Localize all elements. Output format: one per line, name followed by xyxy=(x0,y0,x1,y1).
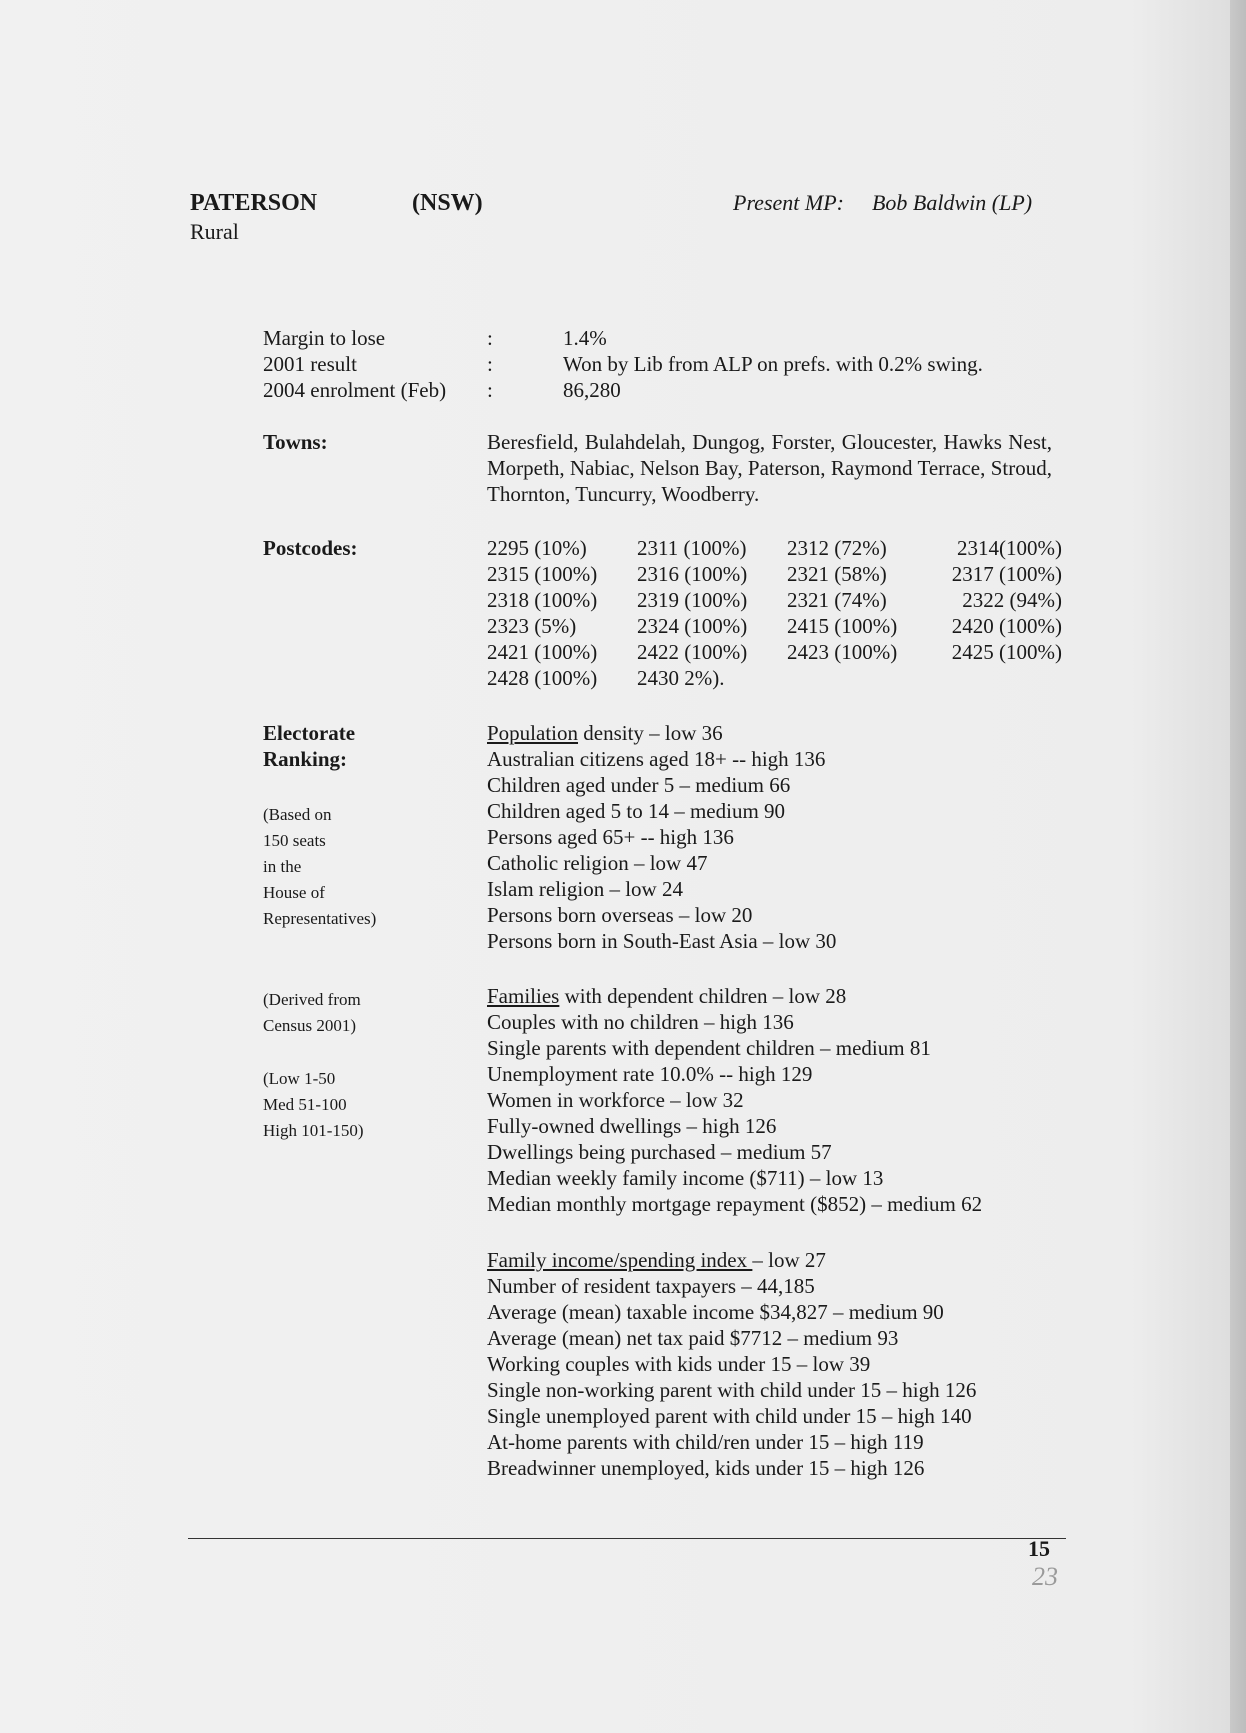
summary-value: 1.4% xyxy=(563,326,607,350)
ranking-group-families xyxy=(487,983,982,1217)
postcode-cell: 2321 (74%) xyxy=(787,588,887,612)
ranking-label-line: Electorate xyxy=(263,721,356,745)
summary-value: 86,280 xyxy=(563,378,621,402)
note-line: Med 51-100 xyxy=(263,1095,347,1114)
postcode-cell: 2324 (100%) xyxy=(637,614,748,638)
ranking-item: Single unemployed parent with child under 15 – high 140 xyxy=(487,1404,972,1428)
ranking-item: Children aged under 5 – medium 66 xyxy=(487,773,791,797)
ranking-label xyxy=(263,720,355,772)
note-line: (Derived from xyxy=(263,990,361,1009)
handwritten-page-number: 23 xyxy=(1032,1562,1058,1591)
electorate-name: PATERSON xyxy=(190,190,318,216)
electorate-type: Rural xyxy=(190,219,239,244)
postcode-cell: 2420 (100%) xyxy=(951,614,1062,638)
state-label: (NSW) xyxy=(412,190,483,216)
postcode-cell: 2421 (100%) xyxy=(487,640,598,664)
note-line: (Based on xyxy=(263,805,332,824)
postcode-cell: 2430 2%). xyxy=(637,666,725,690)
ranking-group-demographics xyxy=(487,720,836,954)
ranking-item: Single non-working parent with child under 15 – high 126 xyxy=(487,1378,977,1402)
ranking-item: Women in workforce – low 32 xyxy=(487,1088,744,1112)
ranking-item: Catholic religion – low 47 xyxy=(487,851,708,875)
summary-label: 2001 result xyxy=(263,352,357,376)
ranking-label-line: Ranking: xyxy=(263,747,348,771)
ranking-item: Persons aged 65+ -- high 136 xyxy=(487,825,734,849)
ranking-item: Average (mean) net tax paid $7712 – medium 93 xyxy=(487,1326,899,1350)
postcode-cell xyxy=(932,665,1062,691)
postcode-cell: 2316 (100%) xyxy=(637,562,748,586)
ranking-item: Average (mean) taxable income $34,827 – medium 90 xyxy=(487,1300,944,1324)
ranking-item: At-home parents with child/ren under 15 – high 119 xyxy=(487,1430,924,1454)
postcode-row xyxy=(487,665,1062,691)
note-line: in the xyxy=(263,857,302,876)
note-line: 150 seats xyxy=(263,831,326,850)
postcodes-label: Postcodes: xyxy=(263,536,358,560)
ranking-item: Unemployment rate 10.0% -- high 129 xyxy=(487,1062,813,1086)
summary-label: Margin to lose xyxy=(263,326,386,350)
ranking-item: Breadwinner unemployed, kids under 15 – high 126 xyxy=(487,1456,925,1480)
ranking-item: Median weekly family income ($711) – low 13 xyxy=(487,1166,884,1190)
ranking-group-income xyxy=(487,1247,976,1481)
note-line: Representatives) xyxy=(263,909,377,928)
postcode-cell: 2321 (58%) xyxy=(787,562,887,586)
postcode-cell: 2312 (72%) xyxy=(787,536,887,560)
postcode-cell: 2422 (100%) xyxy=(637,640,748,664)
postcode-row xyxy=(487,639,1062,665)
ranking-item: Working couples with kids under 15 – low 39 xyxy=(487,1352,871,1376)
postcode-cell: 2322 (94%) xyxy=(962,588,1062,612)
present-mp xyxy=(733,190,1032,216)
ranking-heading-underlined: Families xyxy=(487,984,560,1008)
page-number: 15 xyxy=(1028,1536,1050,1561)
ranking-item xyxy=(487,983,982,1009)
ranking-item: Australian citizens aged 18+ -- high 136 xyxy=(487,747,826,771)
postcode-cell: 2425 (100%) xyxy=(951,640,1062,664)
summary-separators xyxy=(487,325,493,403)
postcode-row xyxy=(487,535,1062,561)
postcode-cell: 2428 (100%) xyxy=(487,666,598,690)
towns-list: Beresfield, Bulahdelah, Dungog, Forster, Gloucester, Hawks Nest, Morpeth, Nabiac, Nelson Bay, Paterson, Raymond Terrace, Stroud, Thornton, Tuncurry, Woodberry. xyxy=(487,430,1052,506)
postcode-cell: 2423 (100%) xyxy=(787,640,898,664)
postcode-cell: 2319 (100%) xyxy=(637,588,748,612)
note-line: High 101-150) xyxy=(263,1121,364,1140)
ranking-heading-underlined: Family income/spending index xyxy=(487,1248,753,1272)
postcode-row xyxy=(487,613,1062,639)
ranking-item xyxy=(487,1247,976,1273)
ranking-heading-underlined: Population xyxy=(487,721,579,745)
summary-values xyxy=(563,325,983,403)
postcode-cell: 2317 (100%) xyxy=(951,562,1062,586)
postcode-cell: 2415 (100%) xyxy=(787,614,898,638)
summary-label: 2004 enrolment (Feb) xyxy=(263,378,447,402)
postcode-cell: 2311 (100%) xyxy=(637,536,747,560)
summary-labels xyxy=(263,325,446,403)
summary-sep: : xyxy=(487,378,493,402)
postcode-cell: 2295 (10%) xyxy=(487,536,587,560)
ranking-item: Islam religion – low 24 xyxy=(487,877,683,901)
ranking-item-text: with dependent children – low 28 xyxy=(559,984,847,1008)
ranking-item: Couples with no children – high 136 xyxy=(487,1010,794,1034)
ranking-item: Persons born in South-East Asia – low 30 xyxy=(487,929,837,953)
note-line: Census 2001) xyxy=(263,1016,357,1035)
postcode-row xyxy=(487,587,1062,613)
ranking-item: Children aged 5 to 14 – medium 90 xyxy=(487,799,786,823)
mp-label: Present MP: xyxy=(733,190,844,215)
postcode-cell: 2315 (100%) xyxy=(487,562,598,586)
note-line: House of xyxy=(263,883,325,902)
summary-sep: : xyxy=(487,352,493,376)
ranking-item xyxy=(487,720,836,746)
postcodes-grid xyxy=(487,535,1062,691)
note-line: (Low 1-50 xyxy=(263,1069,336,1088)
ranking-item-text: density – low 36 xyxy=(578,721,723,745)
ranking-item: Median monthly mortgage repayment ($852) – medium 62 xyxy=(487,1192,983,1216)
postcode-cell: 2318 (100%) xyxy=(487,588,598,612)
mp-name: Bob Baldwin (LP) xyxy=(871,190,1033,215)
towns-label: Towns: xyxy=(263,430,328,454)
scan-edge-shadow xyxy=(1230,0,1246,1733)
ranking-basis-note xyxy=(263,802,376,932)
postcode-cell xyxy=(787,665,932,691)
ranking-item: Number of resident taxpayers – 44,185 xyxy=(487,1274,815,1298)
ranking-source-note xyxy=(263,987,361,1039)
postcode-cell: 2314(100%) xyxy=(957,536,1062,560)
ranking-item-text: – low 27 xyxy=(752,1248,826,1272)
postcode-row xyxy=(487,561,1062,587)
footer-rule xyxy=(188,1538,1066,1539)
ranking-item: Fully-owned dwellings – high 126 xyxy=(487,1114,777,1138)
ranking-item: Dwellings being purchased – medium 57 xyxy=(487,1140,832,1164)
postcode-cell: 2323 (5%) xyxy=(487,614,577,638)
summary-sep: : xyxy=(487,326,493,350)
ranking-scale-note xyxy=(263,1066,364,1144)
ranking-item: Single parents with dependent children – medium 81 xyxy=(487,1036,931,1060)
ranking-item: Persons born overseas – low 20 xyxy=(487,903,753,927)
summary-value: Won by Lib from ALP on prefs. with 0.2% swing. xyxy=(563,352,983,376)
